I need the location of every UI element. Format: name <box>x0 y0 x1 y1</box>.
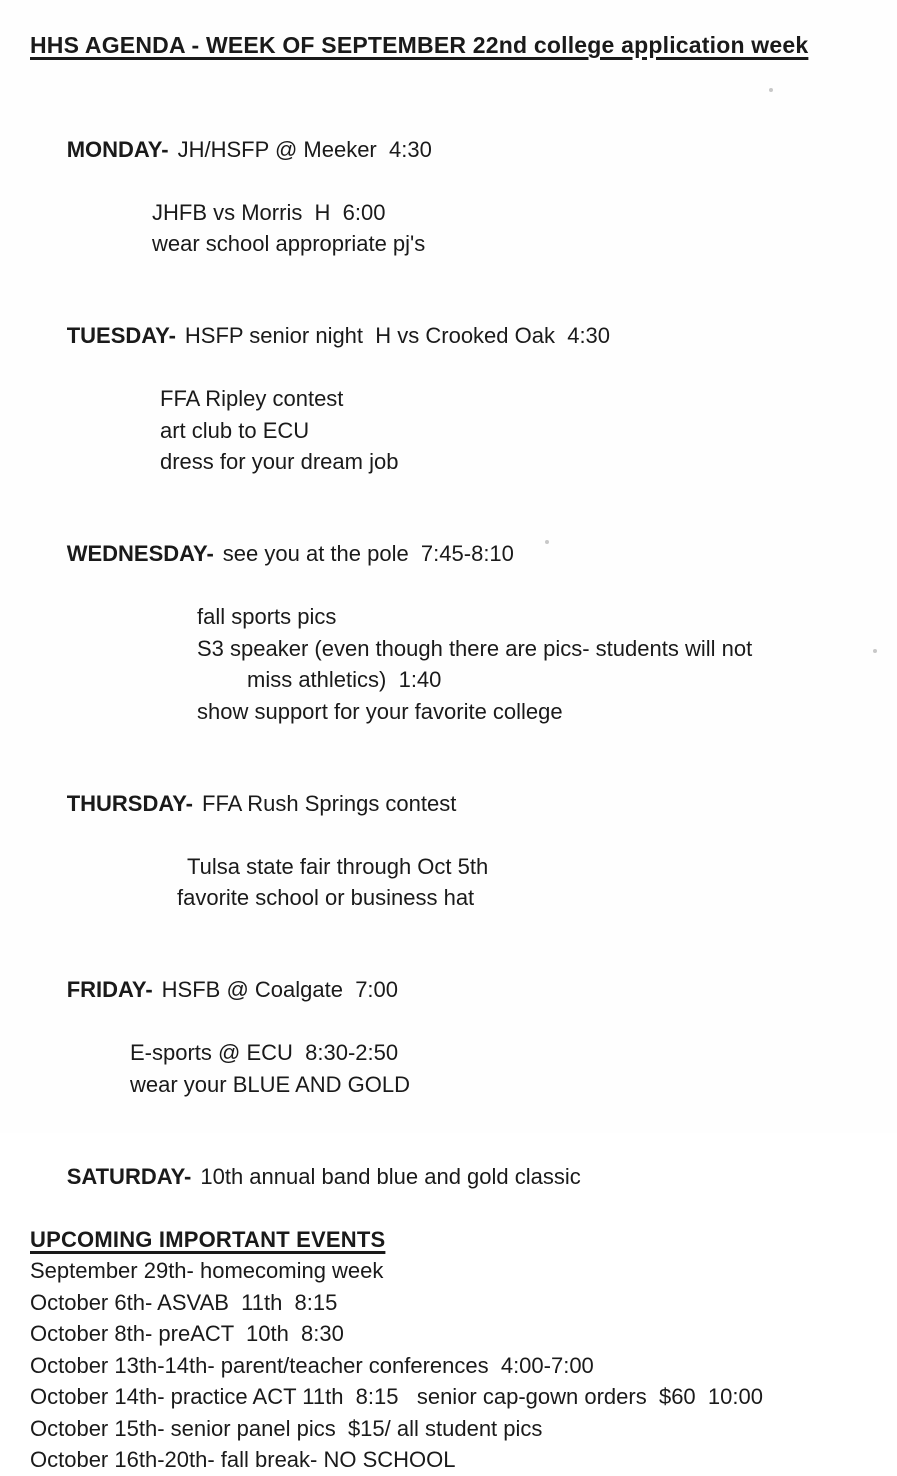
event-line: October 6th- ASVAB 11th 8:15 <box>30 1289 338 1315</box>
day-first-line <box>30 102 873 197</box>
agenda-item: HSFP senior night H vs Crooked Oak 4:30 <box>184 323 611 348</box>
event-line: September 29th- homecoming week <box>30 1258 384 1283</box>
agenda-line: JHFB vs Morris H 6:00 <box>152 199 386 225</box>
day-label-thursday: THURSDAY- <box>66 790 194 816</box>
agenda-line: art club to ECU <box>160 417 310 443</box>
agenda-line-wrapped: miss athletics) 1:40 <box>247 667 442 692</box>
agenda-line: E-sports @ ECU 8:30-2:50 <box>130 1040 399 1065</box>
day-first-line <box>30 507 873 602</box>
agenda-item: 10th annual band blue and gold classic <box>200 1163 581 1189</box>
agenda-line: S3 speaker (even though there are pics- students will not <box>197 635 753 661</box>
agenda-line: Tulsa state fair through Oct 5th <box>187 853 489 879</box>
agenda-line: dress for your dream job <box>160 449 399 474</box>
upcoming-heading: UPCOMING IMPORTANT EVENTS <box>30 1226 386 1252</box>
agenda-line: wear your BLUE AND GOLD <box>130 1071 410 1097</box>
day-block-wednesday <box>30 507 873 728</box>
event-line: October 13th-14th- parent/teacher conferences 4:00-7:00 <box>30 1352 594 1378</box>
day-first-line <box>30 756 873 851</box>
agenda-item: HSFB @ Coalgate 7:00 <box>161 977 399 1002</box>
agenda-line: show support for your favorite college <box>197 698 563 724</box>
scan-speck <box>545 540 549 544</box>
day-label-tuesday: TUESDAY- <box>66 323 176 348</box>
day-block-friday <box>30 943 873 1101</box>
event-line: October 15th- senior panel pics $15/ all student pics <box>30 1415 543 1441</box>
agenda-item: FFA Rush Springs contest <box>202 790 457 816</box>
event-line: October 14th- practice ACT 11th 8:15 senior cap-gown orders $60 10:00 <box>30 1384 763 1409</box>
agenda-line: wear school appropriate pj's <box>152 231 426 256</box>
day-first-line <box>30 943 873 1038</box>
agenda-line: fall sports pics <box>197 604 337 629</box>
day-block-tuesday <box>30 289 873 478</box>
day-block-saturday <box>30 1129 873 1224</box>
upcoming-events-section <box>30 1224 873 1476</box>
page-title: HHS AGENDA - WEEK OF SEPTEMBER 22nd college application week <box>30 32 809 58</box>
agenda-item: see you at the pole 7:45-8:10 <box>222 541 514 566</box>
day-first-line <box>30 1129 873 1224</box>
day-block-thursday <box>30 756 873 914</box>
day-label-friday: FRIDAY- <box>66 977 153 1002</box>
day-label-monday: MONDAY- <box>66 136 169 162</box>
day-block-monday <box>30 102 873 260</box>
agenda-item: JH/HSFP @ Meeker 4:30 <box>177 136 432 162</box>
scan-speck <box>769 88 773 92</box>
day-label-saturday: SATURDAY- <box>66 1163 192 1189</box>
day-first-line <box>30 289 873 384</box>
agenda-line: favorite school or business hat <box>177 885 475 910</box>
scan-speck <box>873 649 877 653</box>
event-line: October 8th- preACT 10th 8:30 <box>30 1321 344 1346</box>
day-label-wednesday: WEDNESDAY- <box>66 541 214 566</box>
agenda-line: FFA Ripley contest <box>160 386 344 411</box>
event-line: October 16th-20th- fall break- NO SCHOOL <box>30 1447 456 1472</box>
